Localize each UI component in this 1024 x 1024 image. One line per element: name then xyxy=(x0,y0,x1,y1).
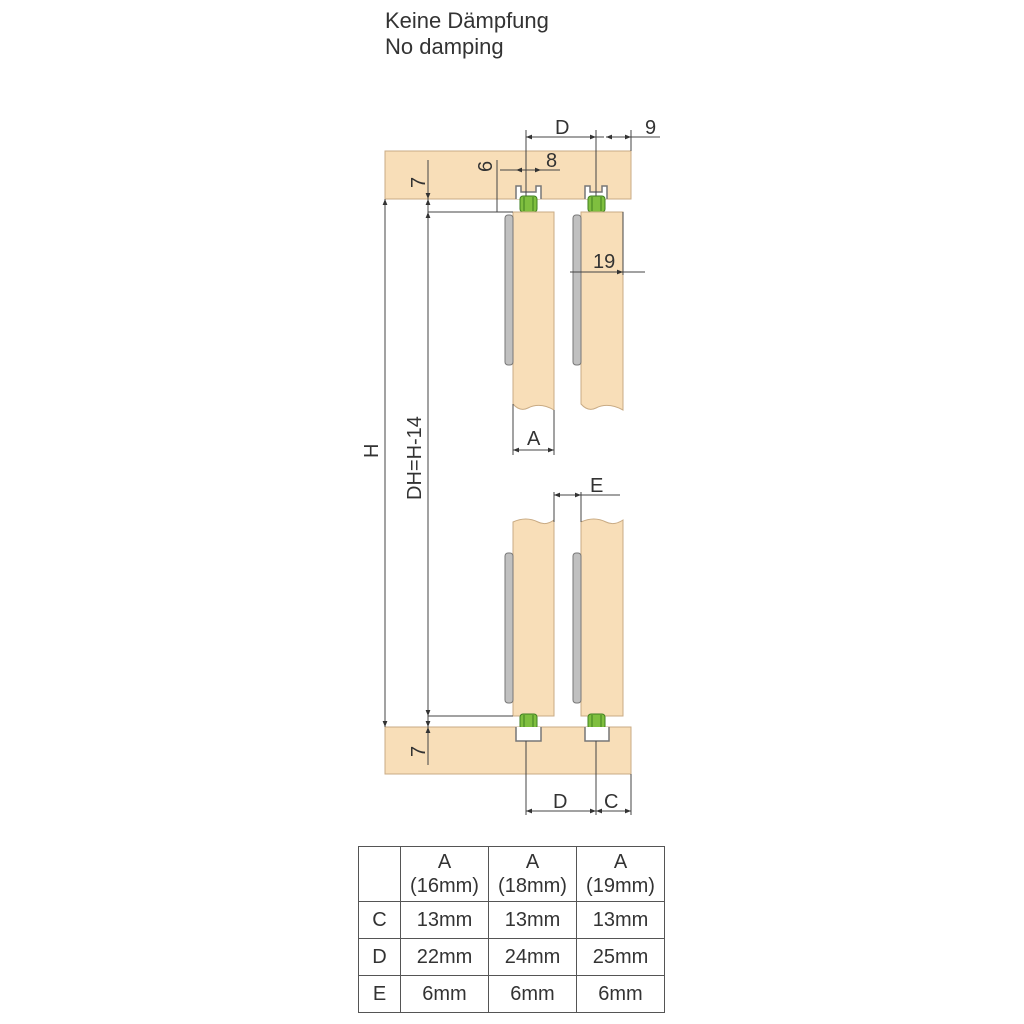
door-front-upper xyxy=(513,212,554,410)
profile-front-lower xyxy=(505,553,513,703)
row-label: E xyxy=(359,976,401,1013)
table-cell: 22mm xyxy=(401,939,489,976)
table-header-cell xyxy=(577,847,665,902)
bottom-track-front xyxy=(516,727,541,741)
title-english: No damping xyxy=(385,34,504,59)
header-label: A xyxy=(525,851,540,873)
table-header-row xyxy=(359,847,665,902)
label-7-bottom: 7 xyxy=(408,745,430,757)
label-6: 6 xyxy=(475,160,497,172)
dimension-table xyxy=(358,846,665,1013)
table-cell: 6mm xyxy=(489,976,577,1013)
table-cell: 25mm xyxy=(577,939,665,976)
label-a: A xyxy=(527,428,541,450)
top-roller-rear xyxy=(588,196,605,212)
bottom-roller-front xyxy=(520,714,537,729)
table-cell: 6mm xyxy=(401,976,489,1013)
header-label: A xyxy=(613,851,628,873)
door-rear-upper xyxy=(581,212,623,410)
table-cell: 13mm xyxy=(577,902,665,939)
top-roller-front xyxy=(520,196,537,212)
title-german: Keine Dämpfung xyxy=(385,8,549,33)
label-9: 9 xyxy=(645,117,657,139)
bottom-roller-rear xyxy=(588,714,605,729)
row-label: D xyxy=(359,939,401,976)
door-front-lower xyxy=(513,519,554,716)
row-label: C xyxy=(359,902,401,939)
label-c: C xyxy=(604,791,619,813)
table-header-cell xyxy=(401,847,489,902)
table-row xyxy=(359,976,665,1013)
profile-rear-lower xyxy=(573,553,581,703)
table-cell: 13mm xyxy=(489,902,577,939)
table-row xyxy=(359,902,665,939)
header-size: (18mm) xyxy=(498,875,567,897)
table-cell: 24mm xyxy=(489,939,577,976)
profile-rear-upper xyxy=(573,215,581,365)
label-d-bottom: D xyxy=(553,791,568,813)
label-dh: DH=H-14 xyxy=(404,416,426,500)
table-corner-cell xyxy=(359,847,401,902)
header-label: A xyxy=(437,851,452,873)
table-cell: 13mm xyxy=(401,902,489,939)
label-d-top: D xyxy=(555,117,570,139)
label-7-top: 7 xyxy=(408,176,430,188)
label-8: 8 xyxy=(546,150,558,172)
door-rear-lower xyxy=(581,519,623,716)
bottom-track-rear xyxy=(585,727,609,741)
label-19: 19 xyxy=(593,251,616,273)
label-e: E xyxy=(590,475,604,497)
table-cell: 6mm xyxy=(577,976,665,1013)
table-header-cell xyxy=(489,847,577,902)
header-size: (19mm) xyxy=(586,875,655,897)
header-size: (16mm) xyxy=(410,875,479,897)
table-row xyxy=(359,939,665,976)
label-h: H xyxy=(361,443,383,458)
profile-front-upper xyxy=(505,215,513,365)
